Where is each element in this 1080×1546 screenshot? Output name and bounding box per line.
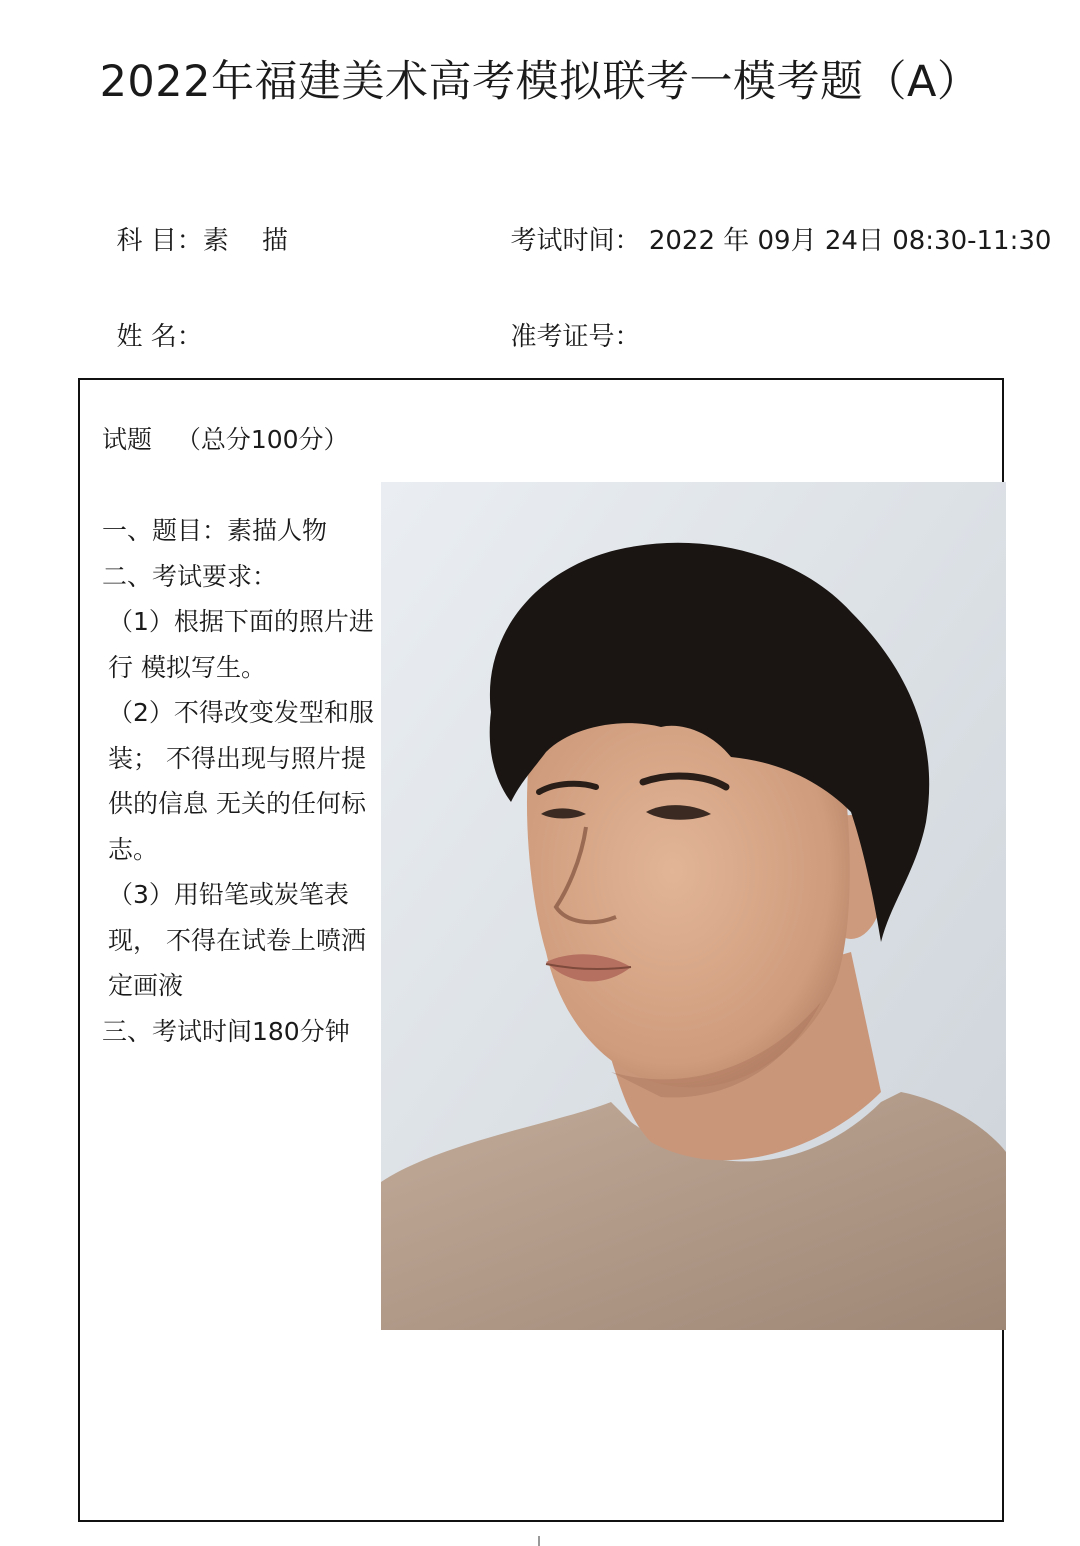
question-line: （1）根据下面的照片进行 模拟写生。 [108,607,374,682]
exam-time-value: 2022 年 09月 24日 08:30-11:30 [648,226,1052,256]
exam-time-label: 考试时间： [510,226,641,256]
ticket-row [494,286,641,354]
ticket-label: 准考证号： [510,322,641,352]
question-line: （3）用铅笔或炭笔表现， 不得在试卷上喷洒定画液 [108,880,366,1000]
question-line: 二、考试要求： [102,561,278,591]
exam-title: 2022年福建美术高考模拟联考一模考题（A） [99,57,981,107]
reference-portrait-photo [381,482,1006,1330]
subject-row [100,190,288,258]
question-line: 三、考试时间180分钟 [102,1016,350,1046]
name-label: 姓 名： [116,322,203,352]
page-marker [538,1536,540,1546]
question-line: 一、题目：素描人物 [102,516,328,545]
question-list [102,508,384,1054]
question-heading: 试题 （总分100分） [102,425,349,454]
name-row [100,286,203,354]
subject-value: 素 描 [202,226,288,256]
exam-question-box [78,378,1004,1522]
subject-label: 科 目： [116,226,203,256]
portrait-illustration [381,482,1006,1330]
exam-time-row [494,190,1051,258]
question-line: （2）不得改变发型和服装； 不得出现与照片提供的信息 无关的任何标志。 [108,698,374,864]
